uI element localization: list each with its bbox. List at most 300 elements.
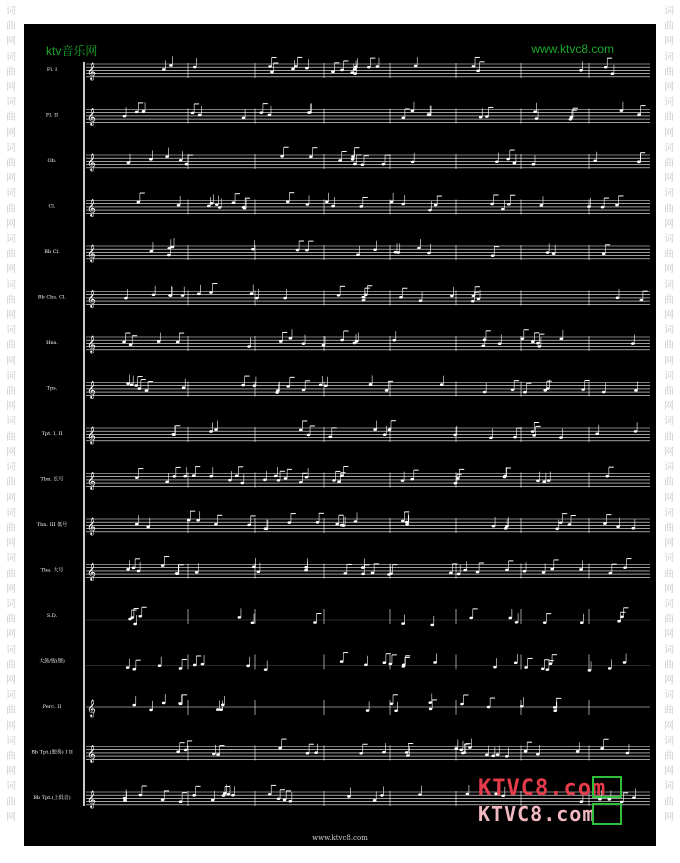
note-head — [536, 479, 540, 482]
note-head — [137, 570, 141, 573]
note-head — [288, 800, 292, 803]
note-head — [324, 384, 328, 387]
side-watermark-glyph: 网 — [6, 766, 16, 778]
note-head — [515, 621, 519, 624]
note-head — [214, 428, 218, 431]
treble-clef: 𝄞 — [87, 744, 96, 763]
note-head — [376, 65, 380, 68]
instrument-label: Bb Cl. — [44, 249, 60, 255]
note-head — [167, 254, 171, 257]
side-watermark-glyph: 网 — [664, 720, 674, 732]
note-head — [367, 66, 371, 69]
note-head — [127, 162, 131, 165]
note-head — [535, 117, 539, 120]
note-head — [453, 434, 457, 437]
side-watermark-glyph: 网 — [6, 173, 16, 185]
note-head — [132, 567, 136, 570]
side-watermark-glyph: 词 — [664, 188, 674, 200]
note-head — [476, 571, 480, 574]
note-head — [505, 755, 509, 758]
logo-frame-bottom — [592, 803, 622, 825]
instrument-label: Bb Cbs. Cl. — [37, 294, 67, 301]
side-watermark-glyph: 网 — [664, 583, 674, 595]
note-head — [637, 161, 641, 164]
side-watermark-glyph: 曲 — [6, 294, 16, 306]
note-head — [332, 479, 336, 482]
note-head — [440, 383, 444, 386]
note-head — [623, 661, 627, 664]
note-head — [401, 622, 405, 625]
note-head — [299, 429, 303, 432]
side-watermark-glyph: 网 — [6, 492, 16, 504]
note-head — [411, 161, 415, 164]
note-head — [238, 616, 242, 619]
note-head — [481, 345, 485, 348]
note-head — [176, 750, 180, 753]
side-watermark-glyph: 词 — [6, 553, 16, 565]
note-head — [343, 572, 347, 575]
note-head — [602, 391, 606, 394]
note-head — [359, 752, 363, 755]
treble-clef: 𝄞 — [87, 153, 96, 171]
note-head — [179, 159, 183, 162]
note-head — [316, 521, 320, 524]
note-head — [135, 111, 139, 114]
side-watermark-glyph: 网 — [664, 492, 674, 504]
note-head — [604, 66, 608, 69]
note-head — [503, 476, 507, 479]
side-watermark-glyph: 曲 — [664, 21, 674, 33]
note-head — [388, 428, 392, 431]
note-head — [171, 246, 175, 249]
note-head — [536, 753, 540, 756]
note-head — [543, 389, 547, 392]
treble-clef: 𝄞 — [87, 335, 96, 353]
score-sheet — [24, 24, 656, 846]
side-watermark-glyph: 曲 — [664, 294, 674, 306]
note-head — [354, 66, 358, 69]
note-head — [192, 474, 196, 477]
note-head — [479, 116, 483, 119]
side-watermark-glyph: 词 — [664, 644, 674, 656]
note-head — [617, 620, 621, 623]
logo-frame-top — [592, 776, 622, 798]
side-watermark-glyph: 词 — [664, 142, 674, 154]
note-head — [361, 296, 365, 299]
note-head — [338, 159, 342, 162]
treble-clef: 𝄞 — [87, 198, 96, 217]
note-head — [235, 475, 239, 478]
note-head — [250, 292, 254, 295]
note-head — [429, 708, 433, 711]
note-head — [305, 476, 309, 479]
note-head — [351, 158, 355, 161]
note-head — [129, 343, 133, 346]
note-head — [603, 522, 607, 525]
note-head — [542, 480, 546, 483]
note-head — [485, 115, 489, 118]
note-head — [337, 480, 341, 483]
side-watermark-glyph: 曲 — [6, 66, 16, 78]
note-head — [283, 799, 287, 802]
side-watermark-glyph: 网 — [664, 218, 674, 230]
note-head — [215, 203, 219, 206]
logo-line-2: KTVC8.com — [478, 802, 596, 826]
note-head — [280, 155, 284, 158]
side-watermark-glyph: 网 — [6, 264, 16, 276]
side-watermark-glyph: 网 — [6, 36, 16, 48]
note-head — [146, 526, 150, 529]
note-head — [501, 208, 505, 211]
note-head — [450, 295, 454, 298]
note-head — [366, 709, 370, 712]
note-head — [637, 113, 641, 116]
side-watermark-glyph: 曲 — [6, 158, 16, 170]
instrument-label: Hns. — [46, 340, 58, 346]
right-watermark-column — [658, 0, 680, 863]
note-head — [263, 479, 267, 482]
instrument-label: Bb Tpt.(上低音) — [33, 795, 71, 801]
note-head — [161, 799, 165, 802]
note-head — [608, 667, 612, 670]
side-watermark-glyph: 词 — [664, 279, 674, 291]
note-head — [179, 703, 183, 706]
note-head — [126, 666, 130, 669]
note-head — [580, 621, 584, 624]
note-head — [130, 383, 134, 386]
note-head — [335, 523, 339, 526]
side-watermark-glyph: 曲 — [664, 431, 674, 443]
note-head — [489, 437, 493, 440]
side-watermark-glyph: 词 — [6, 735, 16, 747]
note-head — [634, 430, 638, 433]
note-head — [152, 294, 156, 297]
note-head — [162, 702, 166, 705]
side-watermark-glyph: 词 — [6, 279, 16, 291]
note-head — [169, 64, 173, 67]
note-head — [137, 201, 141, 204]
note-head — [414, 65, 418, 68]
note-head — [471, 300, 475, 303]
note-head — [568, 523, 572, 526]
side-watermark-glyph: 网 — [6, 127, 16, 139]
side-watermark-glyph: 曲 — [6, 203, 16, 215]
note-head — [483, 339, 487, 342]
note-head — [579, 568, 583, 571]
side-watermark-glyph: 曲 — [664, 522, 674, 534]
side-watermark-glyph: 曲 — [6, 614, 16, 626]
note-head — [216, 708, 220, 711]
instrument-label: Tba. 大号 — [40, 567, 64, 574]
note-head — [523, 391, 527, 394]
note-head — [623, 566, 627, 569]
note-head — [620, 616, 624, 619]
note-head — [122, 341, 126, 344]
note-head — [401, 117, 405, 120]
side-watermark-glyph: 网 — [664, 446, 674, 458]
note-head — [588, 669, 592, 672]
note-head — [511, 388, 515, 391]
note-head — [247, 345, 251, 348]
note-head — [325, 200, 329, 203]
note-head — [541, 667, 545, 670]
note-head — [278, 747, 282, 750]
note-head — [428, 701, 432, 704]
note-head — [130, 616, 134, 619]
note-head — [430, 624, 434, 627]
note-head — [576, 750, 580, 753]
note-head — [542, 571, 546, 574]
note-head — [462, 751, 466, 754]
note-head — [491, 755, 495, 758]
note-head — [149, 709, 153, 712]
note-head — [390, 201, 394, 204]
side-watermark-glyph: 词 — [664, 462, 674, 474]
note-head — [587, 205, 591, 208]
side-watermark-glyph: 曲 — [664, 614, 674, 626]
side-watermark-glyph: 网 — [6, 811, 16, 823]
note-head — [359, 205, 363, 208]
note-head — [523, 570, 527, 573]
note-head — [514, 661, 518, 664]
note-head — [286, 385, 290, 388]
note-head — [340, 339, 344, 342]
note-head — [553, 709, 557, 712]
note-head — [302, 389, 306, 392]
side-watermark-glyph: 词 — [664, 690, 674, 702]
note-head — [536, 342, 540, 345]
note-head — [145, 389, 149, 392]
note-head — [139, 794, 143, 797]
note-head — [123, 797, 127, 800]
note-head — [277, 479, 281, 482]
note-head — [251, 621, 255, 624]
note-head — [340, 69, 344, 72]
note-head — [158, 664, 162, 667]
side-watermark-glyph: 网 — [664, 36, 674, 48]
note-head — [123, 115, 127, 118]
note-head — [427, 252, 431, 255]
note-head — [369, 383, 373, 386]
note-head — [123, 799, 127, 802]
instrument-label: S.D. — [46, 613, 58, 619]
side-watermark-glyph: 曲 — [6, 796, 16, 808]
note-head — [595, 432, 599, 435]
side-watermark-glyph: 词 — [6, 234, 16, 246]
note-head — [283, 297, 287, 300]
side-watermark-glyph: 网 — [6, 310, 16, 322]
note-head — [371, 572, 375, 575]
note-head — [600, 747, 604, 750]
footer-url: www.ktvc8.com — [312, 834, 368, 842]
note-head — [328, 436, 332, 439]
side-watermark-glyph: 网 — [664, 629, 674, 641]
note-head — [135, 476, 139, 479]
note-head — [559, 521, 563, 524]
note-head — [505, 569, 509, 572]
note-head — [477, 298, 481, 301]
treble-clef: 𝄞 — [87, 289, 96, 308]
note-head — [476, 70, 480, 73]
note-head — [187, 519, 191, 522]
note-head — [460, 703, 464, 706]
note-head — [252, 566, 256, 569]
note-head — [353, 163, 357, 166]
note-head — [198, 114, 202, 117]
note-head — [185, 163, 189, 166]
note-head — [212, 753, 216, 756]
side-watermark-glyph: 网 — [6, 446, 16, 458]
note-head — [137, 387, 141, 390]
note-head — [354, 520, 358, 523]
note-head — [593, 159, 597, 162]
note-head — [183, 475, 187, 478]
treble-clef: 𝄞 — [87, 562, 96, 581]
note-head — [209, 291, 213, 294]
treble-clef: 𝄞 — [87, 471, 96, 490]
note-head — [177, 204, 181, 207]
side-watermark-glyph: 词 — [6, 507, 16, 519]
note-head — [454, 482, 458, 485]
note-head — [410, 478, 414, 481]
note-head — [418, 793, 422, 796]
note-head — [134, 384, 138, 387]
side-watermark-glyph: 曲 — [6, 21, 16, 33]
instrument-label: Fl. II — [45, 112, 59, 119]
side-watermark-glyph: 曲 — [664, 659, 674, 671]
note-head — [361, 573, 365, 576]
note-head — [257, 570, 261, 573]
side-watermark-glyph: 网 — [664, 173, 674, 185]
side-watermark-glyph: 曲 — [664, 158, 674, 170]
note-head — [247, 524, 251, 527]
treble-clef: 𝄞 — [87, 380, 96, 399]
note-head — [195, 571, 199, 574]
note-head — [616, 526, 620, 529]
side-watermark-glyph: 词 — [6, 462, 16, 474]
note-head — [496, 753, 500, 756]
note-head — [524, 666, 528, 669]
note-head — [179, 667, 183, 670]
note-head — [490, 203, 494, 206]
instrument-label: Tbn. III 低号 — [36, 522, 68, 528]
note-head — [383, 433, 387, 436]
treble-clef: 𝄞 — [87, 244, 96, 262]
note-head — [382, 751, 386, 754]
note-head — [387, 573, 391, 576]
note-head — [279, 340, 283, 343]
note-head — [304, 566, 308, 569]
side-watermark-glyph: 曲 — [664, 203, 674, 215]
side-watermark-glyph: 网 — [664, 401, 674, 413]
note-head — [392, 339, 396, 342]
note-head — [242, 206, 246, 209]
note-head — [340, 660, 344, 663]
side-watermark-glyph: 词 — [6, 644, 16, 656]
note-head — [309, 155, 313, 158]
note-head — [472, 294, 476, 297]
note-head — [616, 297, 620, 300]
note-head — [639, 299, 643, 302]
note-head — [540, 204, 544, 207]
note-head — [264, 668, 268, 671]
note-head — [402, 663, 406, 666]
note-head — [157, 340, 161, 343]
note-head — [149, 158, 153, 161]
note-head — [550, 568, 554, 571]
side-watermark-glyph: 网 — [6, 355, 16, 367]
side-watermark-glyph: 曲 — [664, 568, 674, 580]
treble-clef: 𝄞 — [87, 517, 96, 535]
side-watermark-glyph: 曲 — [6, 522, 16, 534]
note-head — [546, 668, 550, 671]
side-watermark-glyph: 网 — [664, 264, 674, 276]
side-watermark-glyph: 词 — [664, 553, 674, 565]
note-head — [626, 752, 630, 755]
instrument-label: Bb Tpt.(独奏) I II — [31, 749, 73, 756]
side-watermark-glyph: 曲 — [664, 386, 674, 398]
note-head — [394, 709, 398, 712]
note-head — [531, 341, 535, 344]
side-watermark-glyph: 词 — [6, 416, 16, 428]
note-head — [401, 203, 405, 206]
note-head — [319, 384, 323, 387]
note-head — [342, 524, 346, 527]
note-head — [468, 746, 472, 749]
note-head — [162, 68, 166, 71]
treble-clef: 𝄞 — [87, 426, 96, 444]
note-head — [192, 794, 196, 797]
note-head — [570, 116, 574, 119]
side-watermark-glyph: 词 — [664, 735, 674, 747]
note-head — [219, 708, 223, 711]
side-watermark-glyph: 网 — [664, 310, 674, 322]
note-head — [460, 749, 464, 752]
side-watermark-glyph: 网 — [6, 583, 16, 595]
note-head — [133, 623, 137, 626]
instrument-label: Tbn. 长号 — [40, 476, 64, 483]
note-head — [560, 338, 564, 341]
note-head — [493, 666, 497, 669]
note-head — [193, 664, 197, 667]
side-watermark-glyph: 网 — [664, 538, 674, 550]
note-head — [313, 621, 317, 624]
side-watermark-glyph: 词 — [6, 97, 16, 109]
note-head — [288, 521, 292, 524]
note-head — [169, 294, 173, 297]
note-head — [581, 388, 585, 391]
note-head — [555, 527, 559, 530]
note-head — [532, 434, 536, 437]
note-head — [268, 793, 272, 796]
note-head — [291, 68, 295, 71]
note-head — [193, 66, 197, 69]
side-watermark-glyph: 网 — [664, 674, 674, 686]
note-head — [255, 297, 259, 300]
note-head — [347, 795, 351, 798]
side-watermark-glyph: 曲 — [664, 112, 674, 124]
note-head — [184, 749, 188, 752]
note-head — [383, 661, 387, 664]
note-head — [485, 754, 489, 757]
note-head — [454, 747, 458, 750]
brand-watermark-left: ktv音乐网 — [46, 44, 98, 58]
instrument-label: Perc. II — [42, 704, 62, 710]
note-head — [227, 793, 231, 796]
note-head — [214, 523, 218, 526]
note-head — [331, 71, 335, 74]
note-head — [289, 337, 293, 340]
